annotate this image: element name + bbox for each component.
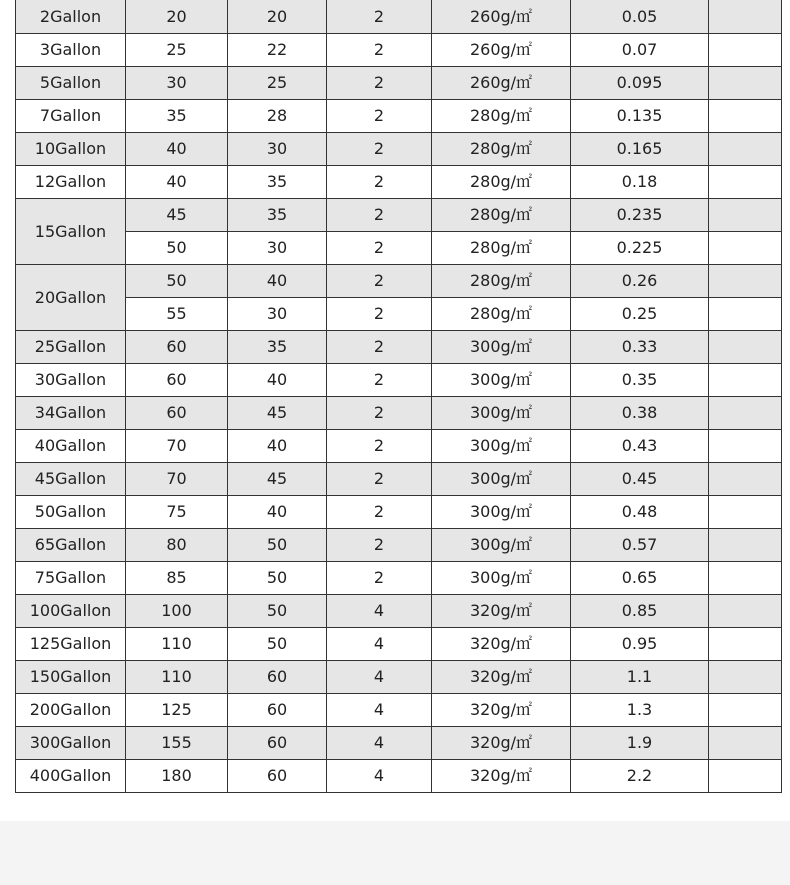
fabric-weight-cell: 280g/㎡ [432, 298, 571, 331]
fabric-weight-cell: 280g/㎡ [432, 265, 571, 298]
size-cell: 20Gallon [16, 265, 126, 331]
handles-cell: 2 [327, 463, 432, 496]
height-cell: 35 [228, 331, 327, 364]
weight-cell: 0.135 [571, 100, 709, 133]
height-cell: 28 [228, 100, 327, 133]
extra-cell [709, 67, 782, 100]
size-cell: 15Gallon [16, 199, 126, 265]
table-row [16, 661, 782, 694]
table-row [16, 67, 782, 100]
height-cell: 35 [228, 199, 327, 232]
height-cell: 45 [228, 397, 327, 430]
weight-cell: 0.33 [571, 331, 709, 364]
weight-cell: 0.18 [571, 166, 709, 199]
fabric-weight-cell: 280g/㎡ [432, 100, 571, 133]
extra-cell [709, 727, 782, 760]
handles-cell: 4 [327, 694, 432, 727]
footer-band [0, 821, 790, 885]
height-cell: 60 [228, 694, 327, 727]
extra-cell [709, 298, 782, 331]
extra-cell [709, 166, 782, 199]
fabric-weight-cell: 320g/㎡ [432, 694, 571, 727]
handles-cell: 4 [327, 727, 432, 760]
fabric-weight-cell: 300g/㎡ [432, 331, 571, 364]
diameter-cell: 30 [126, 67, 228, 100]
diameter-cell: 110 [126, 661, 228, 694]
table-row [16, 694, 782, 727]
height-cell: 45 [228, 463, 327, 496]
handles-cell: 4 [327, 628, 432, 661]
fabric-weight-cell: 320g/㎡ [432, 661, 571, 694]
handles-cell: 4 [327, 595, 432, 628]
diameter-cell: 60 [126, 364, 228, 397]
table-row [16, 232, 782, 265]
fabric-weight-cell: 320g/㎡ [432, 595, 571, 628]
diameter-cell: 70 [126, 430, 228, 463]
table-row [16, 265, 782, 298]
weight-cell: 0.25 [571, 298, 709, 331]
table-row [16, 628, 782, 661]
size-cell: 5Gallon [16, 67, 126, 100]
height-cell: 25 [228, 67, 327, 100]
size-cell: 25Gallon [16, 331, 126, 364]
fabric-weight-cell: 320g/㎡ [432, 628, 571, 661]
height-cell: 30 [228, 298, 327, 331]
diameter-cell: 50 [126, 265, 228, 298]
height-cell: 50 [228, 562, 327, 595]
table-row [16, 0, 782, 34]
height-cell: 40 [228, 430, 327, 463]
height-cell: 50 [228, 595, 327, 628]
size-cell: 30Gallon [16, 364, 126, 397]
spec-table-body [16, 0, 782, 793]
height-cell: 40 [228, 496, 327, 529]
extra-cell [709, 100, 782, 133]
weight-cell: 0.07 [571, 34, 709, 67]
weight-cell: 0.225 [571, 232, 709, 265]
extra-cell [709, 496, 782, 529]
size-cell: 3Gallon [16, 34, 126, 67]
weight-cell: 1.3 [571, 694, 709, 727]
table-row [16, 496, 782, 529]
extra-cell [709, 463, 782, 496]
weight-cell: 0.65 [571, 562, 709, 595]
size-cell: 200Gallon [16, 694, 126, 727]
fabric-weight-cell: 300g/㎡ [432, 463, 571, 496]
size-cell: 40Gallon [16, 430, 126, 463]
table-row [16, 199, 782, 232]
table-row [16, 100, 782, 133]
height-cell: 35 [228, 166, 327, 199]
diameter-cell: 110 [126, 628, 228, 661]
handles-cell: 2 [327, 199, 432, 232]
handles-cell: 2 [327, 166, 432, 199]
diameter-cell: 35 [126, 100, 228, 133]
extra-cell [709, 595, 782, 628]
handles-cell: 2 [327, 364, 432, 397]
fabric-weight-cell: 320g/㎡ [432, 760, 571, 793]
size-cell: 50Gallon [16, 496, 126, 529]
diameter-cell: 60 [126, 397, 228, 430]
extra-cell [709, 0, 782, 34]
height-cell: 50 [228, 529, 327, 562]
diameter-cell: 50 [126, 232, 228, 265]
table-row [16, 34, 782, 67]
extra-cell [709, 397, 782, 430]
weight-cell: 1.1 [571, 661, 709, 694]
fabric-weight-cell: 300g/㎡ [432, 529, 571, 562]
height-cell: 60 [228, 727, 327, 760]
weight-cell: 2.2 [571, 760, 709, 793]
height-cell: 30 [228, 133, 327, 166]
extra-cell [709, 265, 782, 298]
diameter-cell: 75 [126, 496, 228, 529]
size-cell: 75Gallon [16, 562, 126, 595]
grow-bag-spec-table [15, 0, 782, 793]
height-cell: 40 [228, 364, 327, 397]
height-cell: 60 [228, 661, 327, 694]
table-row [16, 562, 782, 595]
diameter-cell: 45 [126, 199, 228, 232]
table-row [16, 595, 782, 628]
extra-cell [709, 331, 782, 364]
weight-cell: 0.235 [571, 199, 709, 232]
fabric-weight-cell: 320g/㎡ [432, 727, 571, 760]
handles-cell: 4 [327, 760, 432, 793]
size-cell: 45Gallon [16, 463, 126, 496]
height-cell: 22 [228, 34, 327, 67]
extra-cell [709, 760, 782, 793]
size-cell: 125Gallon [16, 628, 126, 661]
diameter-cell: 60 [126, 331, 228, 364]
fabric-weight-cell: 280g/㎡ [432, 166, 571, 199]
fabric-weight-cell: 260g/㎡ [432, 67, 571, 100]
handles-cell: 2 [327, 529, 432, 562]
handles-cell: 2 [327, 232, 432, 265]
spec-table-container [15, 0, 782, 793]
handles-cell: 2 [327, 430, 432, 463]
handles-cell: 4 [327, 661, 432, 694]
diameter-cell: 55 [126, 298, 228, 331]
handles-cell: 2 [327, 34, 432, 67]
handles-cell: 2 [327, 496, 432, 529]
diameter-cell: 125 [126, 694, 228, 727]
table-row [16, 760, 782, 793]
height-cell: 20 [228, 0, 327, 34]
size-cell: 7Gallon [16, 100, 126, 133]
size-cell: 400Gallon [16, 760, 126, 793]
handles-cell: 2 [327, 298, 432, 331]
fabric-weight-cell: 300g/㎡ [432, 430, 571, 463]
weight-cell: 1.9 [571, 727, 709, 760]
extra-cell [709, 628, 782, 661]
diameter-cell: 70 [126, 463, 228, 496]
diameter-cell: 85 [126, 562, 228, 595]
size-cell: 150Gallon [16, 661, 126, 694]
table-row [16, 298, 782, 331]
handles-cell: 2 [327, 331, 432, 364]
weight-cell: 0.43 [571, 430, 709, 463]
handles-cell: 2 [327, 0, 432, 34]
weight-cell: 0.35 [571, 364, 709, 397]
weight-cell: 0.095 [571, 67, 709, 100]
weight-cell: 0.57 [571, 529, 709, 562]
diameter-cell: 80 [126, 529, 228, 562]
weight-cell: 0.95 [571, 628, 709, 661]
table-row [16, 430, 782, 463]
extra-cell [709, 529, 782, 562]
fabric-weight-cell: 280g/㎡ [432, 232, 571, 265]
handles-cell: 2 [327, 562, 432, 595]
size-cell: 65Gallon [16, 529, 126, 562]
extra-cell [709, 562, 782, 595]
extra-cell [709, 133, 782, 166]
table-row [16, 529, 782, 562]
diameter-cell: 40 [126, 133, 228, 166]
weight-cell: 0.48 [571, 496, 709, 529]
size-cell: 2Gallon [16, 0, 126, 34]
diameter-cell: 25 [126, 34, 228, 67]
table-row [16, 364, 782, 397]
extra-cell [709, 661, 782, 694]
extra-cell [709, 364, 782, 397]
size-cell: 10Gallon [16, 133, 126, 166]
extra-cell [709, 694, 782, 727]
handles-cell: 2 [327, 133, 432, 166]
extra-cell [709, 199, 782, 232]
size-cell: 12Gallon [16, 166, 126, 199]
fabric-weight-cell: 300g/㎡ [432, 496, 571, 529]
weight-cell: 0.05 [571, 0, 709, 34]
size-cell: 100Gallon [16, 595, 126, 628]
diameter-cell: 100 [126, 595, 228, 628]
handles-cell: 2 [327, 397, 432, 430]
height-cell: 40 [228, 265, 327, 298]
table-row [16, 397, 782, 430]
fabric-weight-cell: 300g/㎡ [432, 562, 571, 595]
weight-cell: 0.165 [571, 133, 709, 166]
fabric-weight-cell: 280g/㎡ [432, 133, 571, 166]
table-row [16, 166, 782, 199]
weight-cell: 0.38 [571, 397, 709, 430]
fabric-weight-cell: 300g/㎡ [432, 364, 571, 397]
diameter-cell: 40 [126, 166, 228, 199]
fabric-weight-cell: 260g/㎡ [432, 0, 571, 34]
table-row [16, 727, 782, 760]
weight-cell: 0.26 [571, 265, 709, 298]
height-cell: 30 [228, 232, 327, 265]
weight-cell: 0.85 [571, 595, 709, 628]
handles-cell: 2 [327, 100, 432, 133]
diameter-cell: 180 [126, 760, 228, 793]
handles-cell: 2 [327, 265, 432, 298]
table-row [16, 133, 782, 166]
fabric-weight-cell: 260g/㎡ [432, 34, 571, 67]
extra-cell [709, 430, 782, 463]
weight-cell: 0.45 [571, 463, 709, 496]
diameter-cell: 20 [126, 0, 228, 34]
diameter-cell: 155 [126, 727, 228, 760]
handles-cell: 2 [327, 67, 432, 100]
extra-cell [709, 34, 782, 67]
fabric-weight-cell: 280g/㎡ [432, 199, 571, 232]
size-cell: 34Gallon [16, 397, 126, 430]
fabric-weight-cell: 300g/㎡ [432, 397, 571, 430]
height-cell: 60 [228, 760, 327, 793]
size-cell: 300Gallon [16, 727, 126, 760]
table-row [16, 463, 782, 496]
extra-cell [709, 232, 782, 265]
table-row [16, 331, 782, 364]
height-cell: 50 [228, 628, 327, 661]
